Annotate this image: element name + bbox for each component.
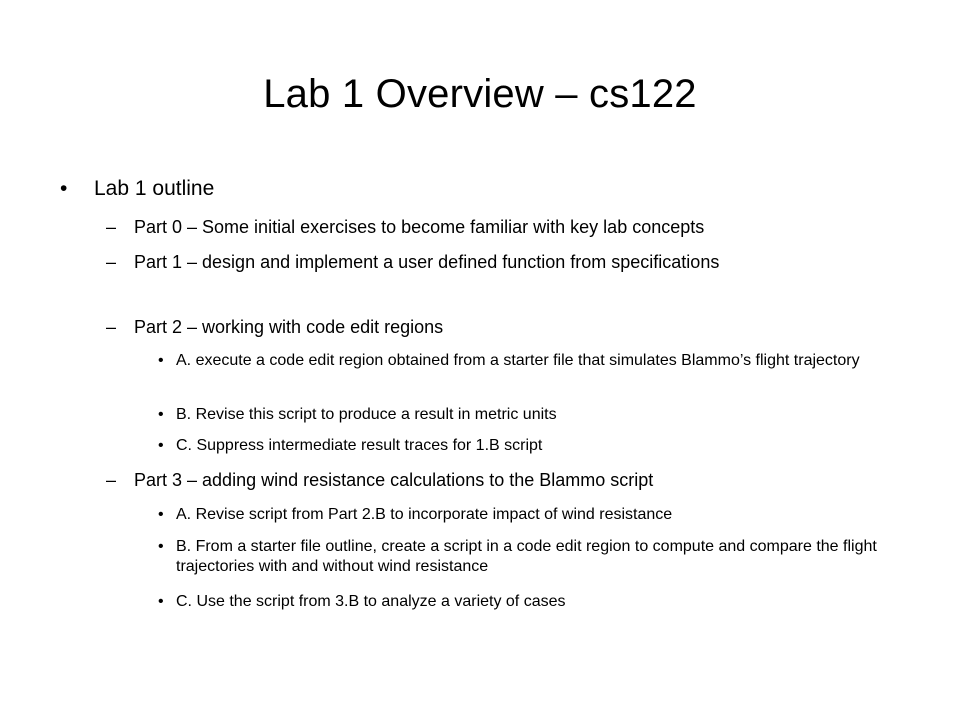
bullet-icon: • xyxy=(158,538,164,555)
bullet-icon: • xyxy=(158,593,164,610)
bullet-icon: • xyxy=(158,506,164,523)
outline-item-text: A. Revise script from Part 2.B to incorporate impact of wind resistance xyxy=(176,506,673,523)
outline-item-text: Part 2 – working with code edit regions xyxy=(134,317,444,337)
outline-item-text: B. Revise this script to produce a result in metric units xyxy=(176,406,557,423)
dash-bullet-icon: – xyxy=(106,317,117,337)
bullet-icon: • xyxy=(60,177,68,200)
outline-item-text: Part 3 – adding wind resistance calculations to the Blammo script xyxy=(134,470,654,490)
outline-item-text: C. Use the script from 3.B to analyze a variety of cases xyxy=(176,593,566,610)
bullet-icon: • xyxy=(158,352,164,369)
outline-item-text: Part 0 – Some initial exercises to become familiar with key lab concepts xyxy=(134,217,705,237)
outline-item-text: Part 1 – design and implement a user defined function from specifications xyxy=(134,252,720,272)
slide-title: Lab 1 Overview – cs122 xyxy=(263,72,697,116)
outline-item-text: A. execute a code edit region obtained from a starter file that simulates Blammo’s flight trajectory xyxy=(176,352,860,369)
bullet-icon: • xyxy=(158,406,164,423)
bullet-icon: • xyxy=(158,437,164,454)
dash-bullet-icon: – xyxy=(106,217,117,237)
outline-item-text: C. Suppress intermediate result traces for 1.B script xyxy=(176,437,543,454)
dash-bullet-icon: – xyxy=(106,252,117,272)
dash-bullet-icon: – xyxy=(106,470,117,490)
outline-item-text: B. From a starter file outline, create a script in a code edit region to compute and compare the flight trajectories with and without wind resistance xyxy=(176,538,877,575)
outline-item-text: Lab 1 outline xyxy=(94,177,215,200)
